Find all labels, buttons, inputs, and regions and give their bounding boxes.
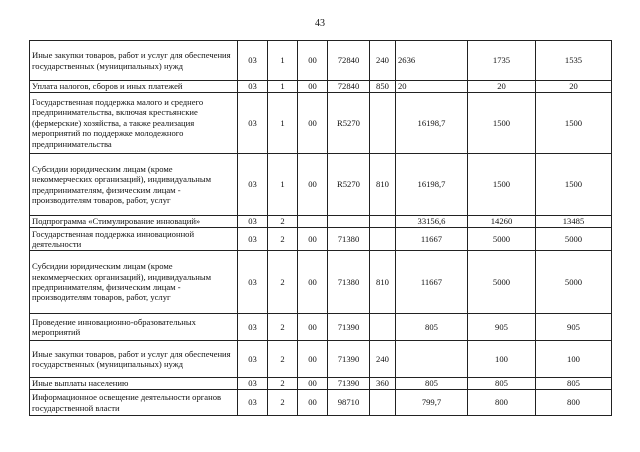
amount-year-3: 1500	[536, 93, 612, 154]
section-code: 03	[238, 251, 268, 314]
section-code: 03	[238, 216, 268, 228]
program-code: 1	[268, 154, 298, 216]
row-description: Государственная поддержка малого и среднего предпринимательства, включая крестьянские (фермерские) хозяйства, а также реализация мероприятий по поддержке молодежного предпринимательства	[30, 93, 238, 154]
program-code: 2	[268, 378, 298, 390]
amount-year-3: 20	[536, 81, 612, 93]
amount-year-2: 800	[468, 390, 536, 416]
amount-year-2: 14260	[468, 216, 536, 228]
subprogram-code	[298, 216, 328, 228]
amount-year-2: 805	[468, 378, 536, 390]
amount-year-3: 13485	[536, 216, 612, 228]
amount-year-2: 1500	[468, 93, 536, 154]
target-code: 71390	[328, 314, 370, 341]
program-code: 1	[268, 93, 298, 154]
subprogram-code: 00	[298, 154, 328, 216]
table-row	[30, 228, 612, 251]
target-code: 98710	[328, 390, 370, 416]
expense-type-code: 810	[370, 154, 396, 216]
subprogram-code: 00	[298, 378, 328, 390]
target-code: 72840	[328, 81, 370, 93]
subprogram-code: 00	[298, 390, 328, 416]
row-description: Иные выплаты населению	[30, 378, 238, 390]
amount-year-2: 20	[468, 81, 536, 93]
section-code: 03	[238, 314, 268, 341]
amount-year-3: 805	[536, 378, 612, 390]
row-description: Государственная поддержка инновационной деятельности	[30, 228, 238, 251]
row-description: Субсидии юридическим лицам (кроме некоммерческих организаций), индивидуальным предпринимателям, физическим лицам - производителям товаров, работ, услуг	[30, 154, 238, 216]
section-code: 03	[238, 341, 268, 378]
section-code: 03	[238, 378, 268, 390]
expense-type-code	[370, 228, 396, 251]
program-code: 1	[268, 41, 298, 81]
target-code: R5270	[328, 154, 370, 216]
target-code: 71390	[328, 341, 370, 378]
amount-year-1: 33156,6	[396, 216, 468, 228]
target-code: 71380	[328, 251, 370, 314]
table-row	[30, 378, 612, 390]
expense-type-code: 240	[370, 341, 396, 378]
program-code: 2	[268, 390, 298, 416]
subprogram-code: 00	[298, 314, 328, 341]
expense-type-code: 240	[370, 41, 396, 81]
subprogram-code: 00	[298, 81, 328, 93]
table-row	[30, 93, 612, 154]
section-code: 03	[238, 93, 268, 154]
program-code: 2	[268, 341, 298, 378]
amount-year-1: 805	[396, 378, 468, 390]
section-code: 03	[238, 390, 268, 416]
table-row	[30, 314, 612, 341]
budget-table	[29, 40, 612, 416]
program-code: 2	[268, 251, 298, 314]
expense-type-code	[370, 216, 396, 228]
amount-year-2: 1735	[468, 41, 536, 81]
amount-year-1	[396, 341, 468, 378]
amount-year-3: 1535	[536, 41, 612, 81]
expense-type-code: 360	[370, 378, 396, 390]
expense-type-code	[370, 390, 396, 416]
amount-year-3: 5000	[536, 251, 612, 314]
row-description: Субсидии юридическим лицам (кроме некоммерческих организаций), индивидуальным предпринимателям, физическим лицам - производителям товаров, работ, услуг	[30, 251, 238, 314]
amount-year-1: 2636	[396, 41, 468, 81]
amount-year-2: 5000	[468, 251, 536, 314]
target-code: 71390	[328, 378, 370, 390]
amount-year-3: 905	[536, 314, 612, 341]
row-description: Информационное освещение деятельности органов государственной власти	[30, 390, 238, 416]
subprogram-code: 00	[298, 341, 328, 378]
row-description: Иные закупки товаров, работ и услуг для обеспечения государственных (муниципальных) нужд	[30, 41, 238, 81]
amount-year-3: 100	[536, 341, 612, 378]
table-row	[30, 216, 612, 228]
amount-year-1: 805	[396, 314, 468, 341]
table-row	[30, 390, 612, 416]
program-code: 1	[268, 81, 298, 93]
table-row	[30, 154, 612, 216]
program-code: 2	[268, 314, 298, 341]
amount-year-1: 16198,7	[396, 93, 468, 154]
amount-year-3: 1500	[536, 154, 612, 216]
amount-year-2: 1500	[468, 154, 536, 216]
expense-type-code	[370, 314, 396, 341]
subprogram-code: 00	[298, 228, 328, 251]
subprogram-code: 00	[298, 251, 328, 314]
amount-year-1: 16198,7	[396, 154, 468, 216]
section-code: 03	[238, 154, 268, 216]
amount-year-2: 5000	[468, 228, 536, 251]
amount-year-1: 11667	[396, 251, 468, 314]
program-code: 2	[268, 228, 298, 251]
amount-year-2: 100	[468, 341, 536, 378]
expense-type-code: 850	[370, 81, 396, 93]
amount-year-3: 800	[536, 390, 612, 416]
amount-year-1: 799,7	[396, 390, 468, 416]
table-row	[30, 81, 612, 93]
target-code: 72840	[328, 41, 370, 81]
table-row	[30, 341, 612, 378]
target-code: 71380	[328, 228, 370, 251]
expense-type-code: 810	[370, 251, 396, 314]
page-number: 43	[315, 18, 325, 29]
section-code: 03	[238, 81, 268, 93]
section-code: 03	[238, 228, 268, 251]
amount-year-1: 20	[396, 81, 468, 93]
subprogram-code: 00	[298, 93, 328, 154]
amount-year-2: 905	[468, 314, 536, 341]
expense-type-code	[370, 93, 396, 154]
row-description: Уплата налогов, сборов и иных платежей	[30, 81, 238, 93]
section-code: 03	[238, 41, 268, 81]
amount-year-3: 5000	[536, 228, 612, 251]
table-row	[30, 41, 612, 81]
program-code: 2	[268, 216, 298, 228]
subprogram-code: 00	[298, 41, 328, 81]
row-description: Подпрограмма «Стимулирование инноваций»	[30, 216, 238, 228]
target-code	[328, 216, 370, 228]
amount-year-1: 11667	[396, 228, 468, 251]
row-description: Иные закупки товаров, работ и услуг для обеспечения государственных (муниципальных) нужд	[30, 341, 238, 378]
target-code: R5270	[328, 93, 370, 154]
row-description: Проведение инновационно-образовательных мероприятий	[30, 314, 238, 341]
table-row	[30, 251, 612, 314]
